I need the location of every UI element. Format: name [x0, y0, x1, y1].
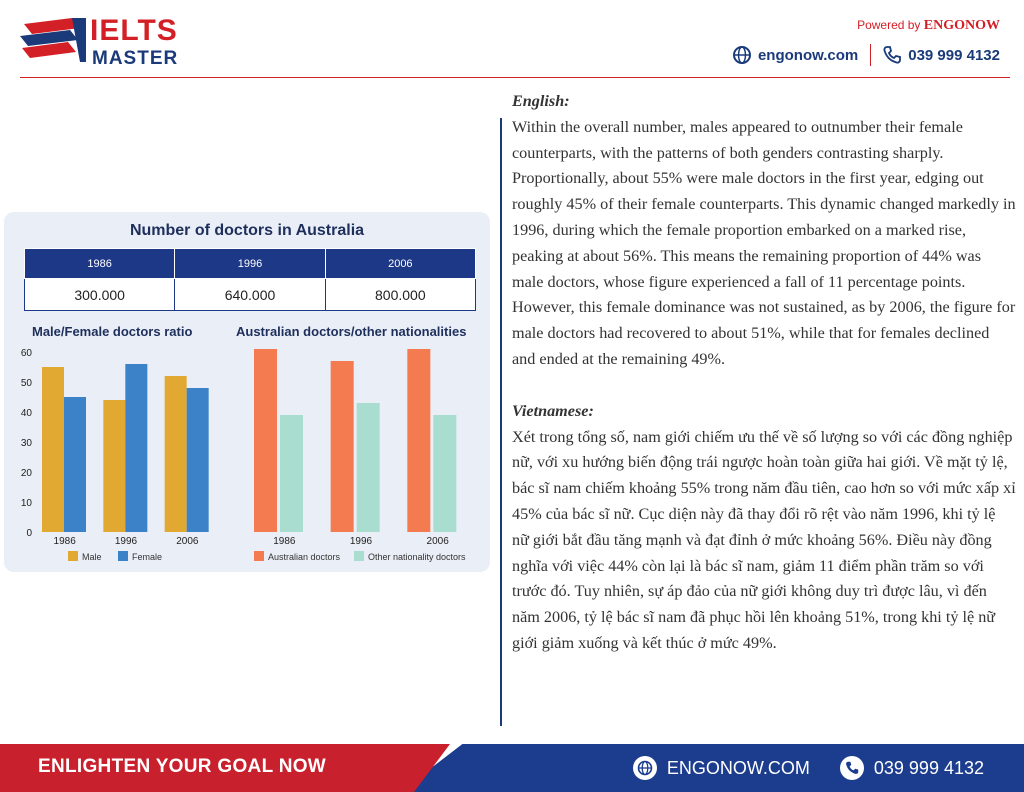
bar-male — [165, 376, 187, 532]
logo-text-master: MASTER — [92, 48, 179, 69]
header-divider — [20, 77, 1010, 78]
chart-title-gender: Male/Female doctors ratio — [32, 324, 193, 339]
powered-by-prefix: Powered by — [857, 18, 924, 32]
legend-swatch — [254, 551, 264, 561]
y-tick-label: 0 — [26, 528, 32, 539]
legend-label: Female — [132, 552, 163, 562]
x-tick-label: 2006 — [176, 536, 199, 547]
table-cell: 640.000 — [175, 279, 325, 311]
footer-slogan: ENLIGHTEN YOUR GOAL NOW — [38, 756, 327, 777]
x-tick-label: 1996 — [349, 536, 373, 547]
x-tick-label: 1996 — [114, 536, 138, 547]
bar-other-nationality-doctors — [280, 415, 303, 532]
chart-card — [4, 212, 490, 572]
english-paragraph: Within the overall number, males appeared to outnumber their female counterparts, with the patterns of both genders contrasting sharply. Proportionally, about 55% were male doctors in the first year, edging out roughly 45% of their female counterparts. This dynamic changed markedly in 1996, during which the female proportion embarked on a marked rise, peaking at about 56%. This means the remaining proportion of 44% was male doctors, whose figure experienced a fall of 11 percentage points. However, this female dominance was not sustained, as by 2006, the figure for male doctors had recovered to about 51%, while that for females declined and ended at the remaining 49%. — [512, 117, 1016, 368]
legend-swatch — [118, 551, 128, 561]
legend-label: Male — [82, 552, 102, 562]
bar-male — [103, 400, 125, 532]
table-cell: 800.000 — [325, 279, 475, 311]
logo-text-ielts: IELTS — [90, 14, 178, 47]
vietnamese-label: Vietnamese: — [512, 401, 594, 420]
phone-icon — [883, 46, 901, 64]
x-tick-label: 1986 — [273, 536, 296, 547]
table-header-cell: 2006 — [325, 249, 475, 279]
card-title: Number of doctors in Australia — [129, 222, 365, 239]
globe-icon — [733, 46, 751, 64]
engonow-brand: ENGONOW — [923, 18, 1000, 33]
page-header — [0, 0, 1024, 80]
footer-contact — [633, 756, 984, 780]
text-divider — [500, 118, 502, 726]
bar-australian-doctors — [331, 361, 354, 532]
legend-label: Australian doctors — [268, 552, 341, 562]
y-tick-label: 50 — [20, 378, 32, 389]
legend-label: Other nationality doctors — [368, 552, 466, 562]
globe-icon — [633, 756, 657, 780]
phone-icon — [840, 756, 864, 780]
x-tick-label: 1986 — [53, 536, 76, 547]
flag-logo-icon — [20, 18, 88, 64]
page-footer — [0, 744, 1024, 792]
english-label: English: — [512, 92, 570, 110]
bar-male — [42, 367, 64, 532]
ielts-master-logo[interactable] — [20, 16, 185, 70]
paragraph-gap — [512, 373, 1016, 399]
bar-female — [187, 388, 209, 532]
bar-female — [64, 397, 86, 532]
table-header-cell: 1996 — [175, 249, 325, 279]
y-tick-label: 10 — [20, 498, 32, 509]
y-tick-label: 30 — [20, 438, 32, 449]
chart-title-nationality: Australian doctors/other nationalities — [236, 324, 467, 339]
x-tick-label: 2006 — [426, 536, 449, 547]
bar-australian-doctors — [407, 349, 430, 532]
header-phone-link[interactable]: 039 999 4132 — [908, 46, 1000, 64]
bar-female — [125, 364, 147, 532]
legend-swatch — [68, 551, 78, 561]
y-tick-label: 60 — [20, 348, 32, 359]
y-tick-label: 20 — [20, 468, 32, 479]
header-website-link[interactable]: engonow.com — [757, 46, 859, 64]
y-tick-label: 40 — [20, 408, 32, 419]
powered-by — [857, 18, 1000, 34]
footer-website-link[interactable]: ENGONOW.COM — [666, 757, 810, 778]
legend-swatch — [354, 551, 364, 561]
header-contact — [733, 44, 1000, 66]
footer-phone-link[interactable]: 039 999 4132 — [873, 757, 984, 778]
bar-australian-doctors — [254, 349, 277, 532]
vietnamese-paragraph: Xét trong tổng số, nam giới chiếm ưu thế về số lượng so với các đồng nghiệp nữ, với xu hướng biến động trái ngược hoàn toàn giữa hai giới. Về mặt tỷ lệ, bác sĩ nam chiếm khoảng 55% trong năm đầu tiên, cao hơn so với mức xấp xỉ 45% của bác sĩ nữ. Cục diện này đã thay đổi rõ rệt vào năm 1996, khi tỷ lệ nữ giới bắt đầu tăng mạnh và đạt đỉnh ở mức khoảng 56%. Điều này đồng nghĩa với việc 44% còn lại là bác sĩ nam, giảm 11 điểm phần trăm so với trước đó. Tuy nhiên, sự áp đảo của nữ giới không duy trì được lâu, vì đến năm 2006, tỷ lệ bác sĩ nam đã phục hồi lên khoảng 51%, trong khi tỷ lệ nữ giới giảm xuống và kết thúc ở mức 49%. — [512, 427, 1016, 652]
bar-charts — [4, 212, 490, 572]
table-cell: 300.000 — [25, 279, 175, 311]
header-separator — [870, 44, 871, 66]
bar-other-nationality-doctors — [357, 403, 380, 532]
table-header-cell: 1986 — [25, 249, 175, 279]
bar-other-nationality-doctors — [433, 415, 456, 532]
essay-text — [512, 89, 1016, 657]
